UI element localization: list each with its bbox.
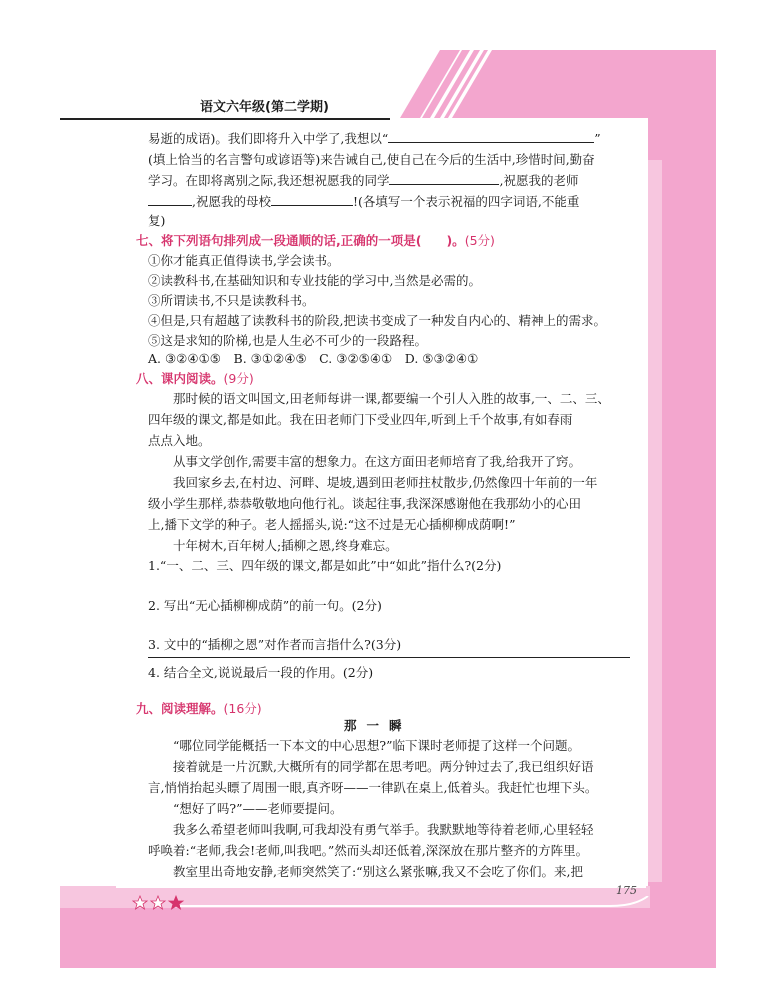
section-7-title: 七、将下列语句排列成一段通顺的话,正确的一项是( )。 xyxy=(136,233,465,248)
passage-line: 我多么希望老师叫我啊,可我却没有勇气举手。我默默地等待着老师,心里轻轻 xyxy=(148,822,594,837)
passage-line: 教室里出奇地安静,老师突然笑了:“别这么紧张嘛,我又不会吃了你们。来,把 xyxy=(148,864,584,879)
passage-line: 接着就是一片沉默,大概所有的同学都在思考吧。两分钟过去了,我已组织好语 xyxy=(148,759,594,774)
intro-line-3 xyxy=(148,172,638,190)
answer-blank[interactable] xyxy=(271,193,353,206)
intro-line-4-text: ,祝愿我的母校 xyxy=(192,194,271,209)
answer-blank[interactable] xyxy=(389,172,499,185)
question-3: 3. 文中的“插柳之恩”对作者而言指什么?(3分) xyxy=(148,637,402,652)
diagonal-stripes-decoration xyxy=(360,50,716,118)
intro-line-5: 复) xyxy=(148,213,166,228)
answer-blank[interactable] xyxy=(388,130,594,143)
passage-line: “想好了吗?”——老师要提问。 xyxy=(148,801,343,816)
passage-line: 上,播下文学的种子。老人摇摇头,说:“这不过是无心插柳柳成荫啊!” xyxy=(148,517,516,532)
question-4: 4. 结合全文,说说最后一段的作用。(2分) xyxy=(148,665,374,680)
section-8-heading xyxy=(136,370,636,388)
section-9-score: (16分) xyxy=(223,701,262,716)
passage-line: 点点入地。 xyxy=(148,433,211,448)
question-2: 2. 写出“无心插柳柳成荫”的前一句。(2分) xyxy=(148,598,382,613)
intro-line-1-close: ” xyxy=(594,131,601,146)
intro-line-4 xyxy=(148,193,638,211)
intro-line-1-text: 易逝的成语)。我们即将升入中学了,我想以“ xyxy=(148,131,389,146)
passage-line: 级小学生那样,恭恭敬敬地向他行礼。谈起往事,我深深感谢他在我那幼小的心田 xyxy=(148,496,581,511)
section-8-score: (9分) xyxy=(223,371,254,386)
passage-line: 从事文学创作,需要丰富的想象力。在这方面田老师培育了我,给我开了窍。 xyxy=(148,454,581,469)
star-icon xyxy=(133,896,147,909)
section-7-heading xyxy=(136,232,636,250)
section-9-title: 九、阅读理解。 xyxy=(136,701,224,716)
section-8-title: 八、课内阅读。 xyxy=(136,371,224,386)
sentence-item: ④但是,只有超越了读教科书的阶段,把读书变成了一种发自内心的、精神上的需求。 xyxy=(148,313,606,328)
section-7-score: (5分) xyxy=(464,233,495,248)
sentence-item: ①你才能真正值得读书,学会读书。 xyxy=(148,253,340,268)
intro-line-3-text: 学习。在即将离别之际,我还想祝愿我的同学 xyxy=(148,173,390,188)
star-icon xyxy=(151,896,165,909)
passage-line: “哪位同学能概括一下本文的中心思想?”临下课时老师提了这样一个问题。 xyxy=(148,738,580,753)
sentence-item: ⑤这是求知的阶梯,也是人生必不可少的一段路程。 xyxy=(148,333,427,348)
passage-line: 十年树木,百年树人;插柳之恩,终身难忘。 xyxy=(148,538,398,553)
answer-blank[interactable] xyxy=(148,193,192,206)
passage-line: 我回家乡去,在村边、河畔、堤坡,遇到田老师拄杖散步,仍然像四十年前的一年 xyxy=(148,475,598,490)
page-header-title: 语文六年级(第二学期) xyxy=(200,100,329,115)
passage-line: 呼唤着:“老师,我会!老师,叫我吧。”然而头却还低着,深深放在那片整齐的方阵里。 xyxy=(148,843,589,858)
intro-line-4-tail: !(各填写一个表示祝福的四字词语,不能重 xyxy=(352,194,580,209)
question-1: 1.“一、二、三、四年级的课文,都是如此”中“如此”指什么?(2分) xyxy=(148,558,502,573)
footer-curve-decoration xyxy=(180,896,650,912)
passage-line: 那时候的语文叫国文,田老师每讲一课,都要编一个引人入胜的故事,一、二、三、 xyxy=(148,391,610,406)
sentence-item: ③所谓读书,不只是读教科书。 xyxy=(148,293,315,308)
passage-line: 言,悄悄抬起头瞟了周围一眼,真齐呀——一律趴在桌上,低着头。我赶忙也埋下头。 xyxy=(148,780,598,795)
intro-line-3-tail: ,祝愿我的老师 xyxy=(499,173,579,188)
answer-options: A. ③②④①⑤ B. ③①②④⑤ C. ③②⑤④① D. ⑤③②④① xyxy=(148,351,479,366)
sentence-item: ②读教科书,在基础知识和专业技能的学习中,当然是必需的。 xyxy=(148,273,481,288)
intro-line-1 xyxy=(148,130,638,148)
passage-line: 四年级的课文,都是如此。我在田老师门下受业四年,听到上千个故事,有如春雨 xyxy=(148,412,573,427)
article-title: 那一瞬 xyxy=(344,718,412,733)
page-number: 175 xyxy=(616,884,637,897)
answer-line[interactable] xyxy=(148,657,630,658)
intro-line-2: (填上恰当的名言警句或谚语等)来告诫自己,使自己在今后的生活中,珍惜时间,勤奋 xyxy=(148,152,595,167)
pink-side-inner-band xyxy=(648,160,662,882)
